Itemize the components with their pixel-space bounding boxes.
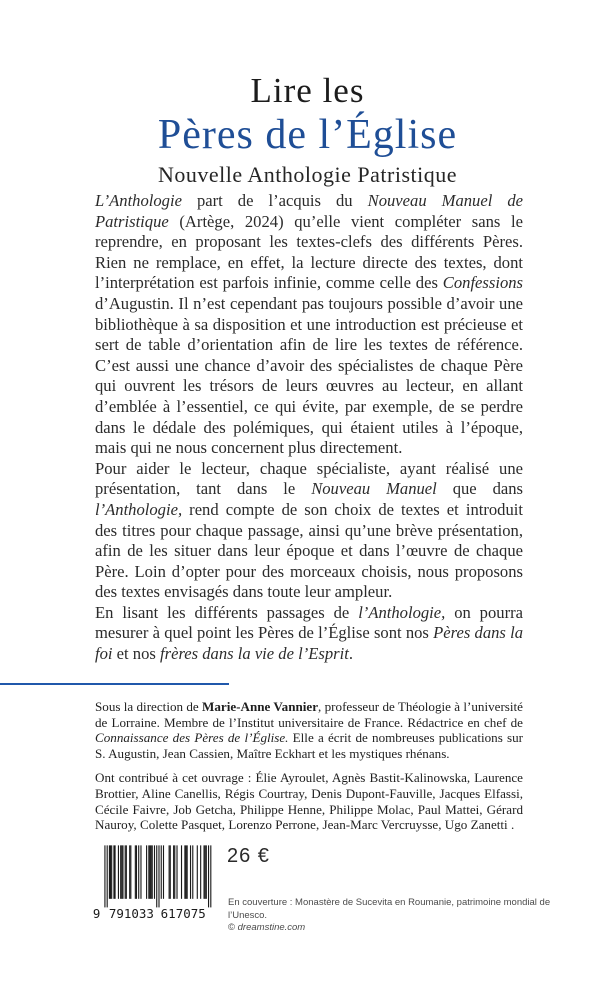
blurb-paragraph-1: L’Anthologie part de l’acquis du Nouveau Manuel de Patristique (Artège, 2024) qu’elle vient compléter sans le reprendre, en proposant les textes-clefs des différents Pères. Rien ne remplace, en effet, la lecture directe des textes, dont l’interprétation est parfois infinie, comme celle des Confessions d’Augustin. Il n’est cependant pas toujours possible d’avoir une bibliothèque à sa disposition et une introduction est précieuse et sert de table d’orientation afin de lire les textes de référence. C’est aussi une chance d’avoir des spécialistes de chaque Père qui ouvrent les trésors de leurs œuvres au lecteur, en allant d’emblée à l’essentiel, ce qui évite, par exemple, de se perdre dans le dédale des polémiques, qui étaient utiles à l’époque, mais qui ne nous concernent plus directement. [95, 191, 523, 458]
back-cover-blurb [95, 191, 523, 665]
copyright-symbol: © [228, 922, 238, 933]
barcode-digits: 617075 [160, 905, 206, 921]
book-subtitle: Nouvelle Anthologie Patristique [157, 161, 458, 187]
series-title: Lire les [250, 71, 365, 110]
blurb-paragraph-3: En lisant les différents passages de l’Anthologie, on pourra mesurer à quel point les Pères de l’Église sont nos Pères dans la foi et nos frères dans la vie de l’Esprit. [95, 602, 523, 664]
blurb-paragraph-2: Pour aider le lecteur, chaque spécialiste, ayant réalisé une présentation, tant dans le Nouveau Manuel que dans l’Anthologie, rend compte de son choix de textes et introduit des titres pour chaque passage, ainsi qu’une brève présentation, afin de les situer dans leur époque et dans l’œuvre de chaque Père. Loin d’opter pour des morceaux choisis, nous proposons des textes envisagés dans toute leur ampleur. [95, 458, 523, 602]
barcode-svg [91, 845, 217, 924]
barcode-digits: 791033 [108, 905, 154, 921]
credits-section [95, 699, 523, 833]
credit-line2 [228, 922, 573, 935]
credit-source: dreamstine.com [237, 922, 306, 933]
title-block [0, 72, 615, 188]
editor-note: Sous la direction de Marie-Anne Vannier, professeur de Théologie à l’université de Lorraine. Membre de l’Institut universitaire de France. Rédactrice en chef de Connaissance des Pères de l’Église. Elle a écrit de nombreuses publications sur S. Augustin, Jean Cassien, Maître Eckhart et les mystiques rhénans. [95, 699, 523, 761]
contributors-note: Ont contribué à cet ouvrage : Élie Ayroulet, Agnès Bastit-Kalinowska, Laurence Brottier, Aline Canellis, Régis Courtray, Denis Dupont-Fauville, Jacques Elfassi, Cécile Faivre, Job Getcha, Philippe Henne, Philippe Molac, Paul Mattei, Gérard Nauroy, Colette Pasquet, Lorenzo Perrone, Jean-Marc Vercruysse, Ugo Zanetti . [95, 770, 523, 833]
price-label: 26 € [227, 845, 270, 867]
divider-rule [0, 683, 229, 685]
ean13-barcode [91, 845, 217, 924]
credit-line1: En couverture : Monastère de Sucevita en Roumanie, patrimoine mondial de l’Unesco. [228, 897, 551, 921]
cover-credit [228, 897, 573, 935]
barcode-digits: 9 [92, 905, 101, 921]
book-title: Pères de l’Église [157, 111, 458, 158]
